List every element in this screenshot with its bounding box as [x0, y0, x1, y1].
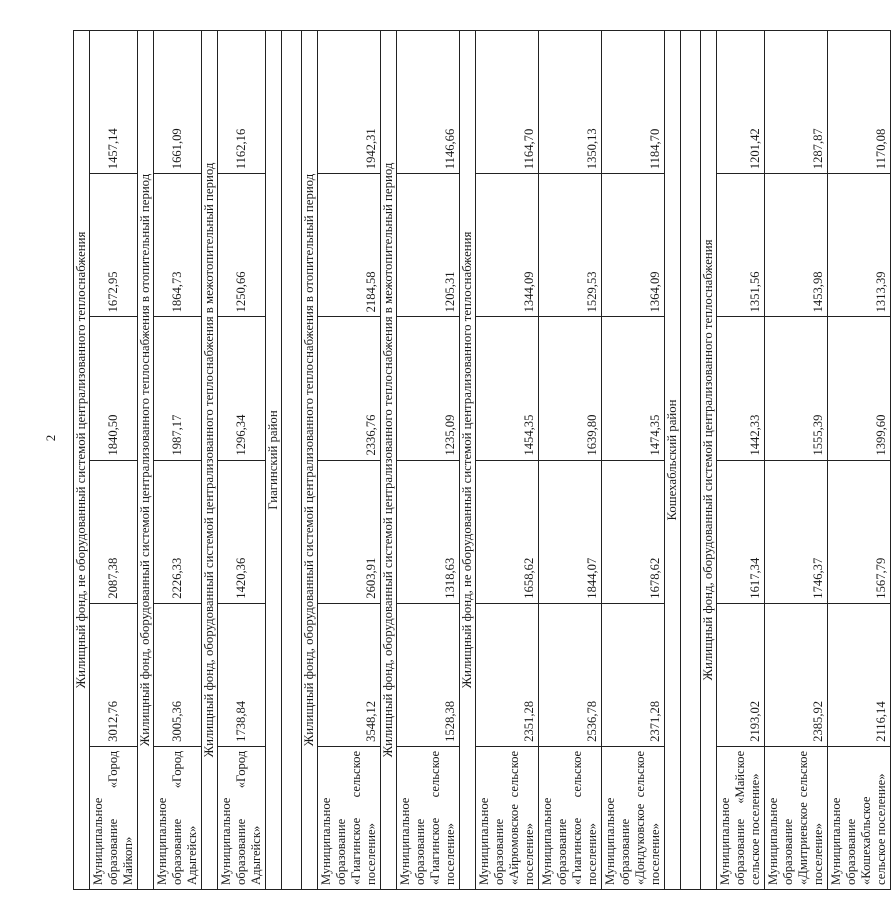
value-cell: 1205,31 [397, 174, 460, 317]
value-cell: 2184,58 [318, 174, 381, 317]
municipality-name: Муниципальное образование «Кошехабльское сельское поселение» [828, 746, 891, 889]
value-cell: 1844,07 [539, 460, 602, 603]
value-cell: 2385,92 [765, 603, 828, 746]
value-cell: 1201,42 [717, 31, 765, 174]
section-header: Жилищный фонд, не оборудованный системой централизованного теплоснабжения [74, 31, 90, 890]
section-header: Кошехабльский район [665, 31, 681, 890]
section-header: Гиагинский район [266, 31, 282, 890]
value-cell: 1287,87 [765, 31, 828, 174]
value-cell: 1250,66 [218, 174, 266, 317]
section-header: Жилищный фонд, оборудованный системой централизованного теплоснабжения в отопительный период [138, 31, 154, 890]
value-cell: 1235,09 [397, 317, 460, 460]
section-header: Жилищный фонд, оборудованный системой централизованного теплоснабжения [701, 31, 717, 890]
table-body [74, 31, 891, 890]
page-number: 2 [43, 434, 58, 442]
value-cell: 1454,35 [476, 317, 539, 460]
value-cell: 1184,70 [602, 31, 665, 174]
value-cell: 1617,34 [717, 460, 765, 603]
value-cell: 1474,35 [602, 317, 665, 460]
value-cell: 1313,39 [828, 174, 891, 317]
value-cell: 1840,50 [90, 317, 138, 460]
value-cell: 2226,33 [154, 460, 202, 603]
value-cell: 1738,84 [218, 603, 266, 746]
value-cell: 1170,08 [828, 31, 891, 174]
table-row [828, 31, 891, 890]
value-cell: 1942,31 [318, 31, 381, 174]
value-cell: 1162,16 [218, 31, 266, 174]
section-header-row [138, 31, 154, 890]
value-cell: 2193,02 [717, 603, 765, 746]
table-row [218, 31, 266, 890]
section-header-row [460, 31, 476, 890]
table-row [397, 31, 460, 890]
value-cell: 2336,76 [318, 317, 381, 460]
value-cell: 1364,09 [602, 174, 665, 317]
municipality-name: Муниципальное образование «Гиагинское сельское поселение» [318, 746, 381, 889]
value-cell: 1528,38 [397, 603, 460, 746]
value-cell: 2536,78 [539, 603, 602, 746]
value-cell: 1567,79 [828, 460, 891, 603]
value-cell: 1457,14 [90, 31, 138, 174]
municipality-name: Муниципальное образование «Гиагинское сельское поселение» [397, 746, 460, 889]
value-cell: 2371,28 [602, 603, 665, 746]
value-cell: 2351,28 [476, 603, 539, 746]
value-cell: 1661,09 [154, 31, 202, 174]
municipality-name: Муниципальное образование «Майское сельское поселение» [717, 746, 765, 889]
section-header: Жилищный фонд, оборудованный системой централизованного теплоснабжения в межотопительный период [381, 31, 397, 890]
value-cell: 1658,62 [476, 460, 539, 603]
value-cell: 1529,53 [539, 174, 602, 317]
section-header: Жилищный фонд, оборудованный системой централизованного теплоснабжения в межотопительный период [202, 31, 218, 890]
municipality-name: Муниципальное образование «Дмитриевское сельское поселение» [765, 746, 828, 889]
section-header-row [381, 31, 397, 890]
value-cell: 1399,60 [828, 317, 891, 460]
section-header: Жилищный фонд, не оборудованный системой централизованного теплоснабжения [460, 31, 476, 890]
value-cell: 3548,12 [318, 603, 381, 746]
value-cell: 1639,80 [539, 317, 602, 460]
value-cell: 1672,95 [90, 174, 138, 317]
value-cell: 1164,70 [476, 31, 539, 174]
table-row [318, 31, 381, 890]
value-cell: 1350,13 [539, 31, 602, 174]
municipality-name: Муниципальное образование «Город Адыгейск» [218, 746, 266, 889]
value-cell: 3005,36 [154, 603, 202, 746]
section-header-row [266, 31, 282, 890]
value-cell: 2603,91 [318, 460, 381, 603]
value-cell: 1442,33 [717, 317, 765, 460]
value-cell: 1864,73 [154, 174, 202, 317]
value-cell: 1344,09 [476, 174, 539, 317]
value-cell: 3012,76 [90, 603, 138, 746]
table-row [717, 31, 765, 890]
table-row [154, 31, 202, 890]
section-header-row [701, 31, 717, 890]
table-row [476, 31, 539, 890]
section-header: Жилищный фонд, оборудованный системой централизованного теплоснабжения в отопительный период [302, 31, 318, 890]
value-cell: 2087,38 [90, 460, 138, 603]
table-row [602, 31, 665, 890]
value-cell: 1987,17 [154, 317, 202, 460]
municipality-name: Муниципальное образование «Город Майкоп» [90, 746, 138, 889]
table-row [539, 31, 602, 890]
value-cell: 1555,39 [765, 317, 828, 460]
value-cell: 1678,62 [602, 460, 665, 603]
value-cell: 1318,63 [397, 460, 460, 603]
municipality-name: Муниципальное образование «Город Адыгейск» [154, 746, 202, 889]
tariff-table [73, 30, 891, 890]
value-cell: 1146,66 [397, 31, 460, 174]
blank-cell [681, 31, 701, 890]
value-cell: 2116,14 [828, 603, 891, 746]
municipality-name: Муниципальное образование «Дондуковское сельское поселение» [602, 746, 665, 889]
value-cell: 1453,98 [765, 174, 828, 317]
value-cell: 1296,34 [218, 317, 266, 460]
municipality-name: Муниципальное образование «Айрюмовское сельское поселение» [476, 746, 539, 889]
section-header-row [665, 31, 681, 890]
value-cell: 1420,36 [218, 460, 266, 603]
value-cell: 1351,56 [717, 174, 765, 317]
section-header-row [74, 31, 90, 890]
rotated-table-wrapper [73, 30, 888, 890]
blank-cell [282, 31, 302, 890]
value-cell: 1746,37 [765, 460, 828, 603]
table-row [765, 31, 828, 890]
table-row [90, 31, 138, 890]
blank-row [681, 31, 701, 890]
section-header-row [202, 31, 218, 890]
blank-row [282, 31, 302, 890]
section-header-row [302, 31, 318, 890]
municipality-name: Муниципальное образование «Гиагинское сельское поселение» [539, 746, 602, 889]
